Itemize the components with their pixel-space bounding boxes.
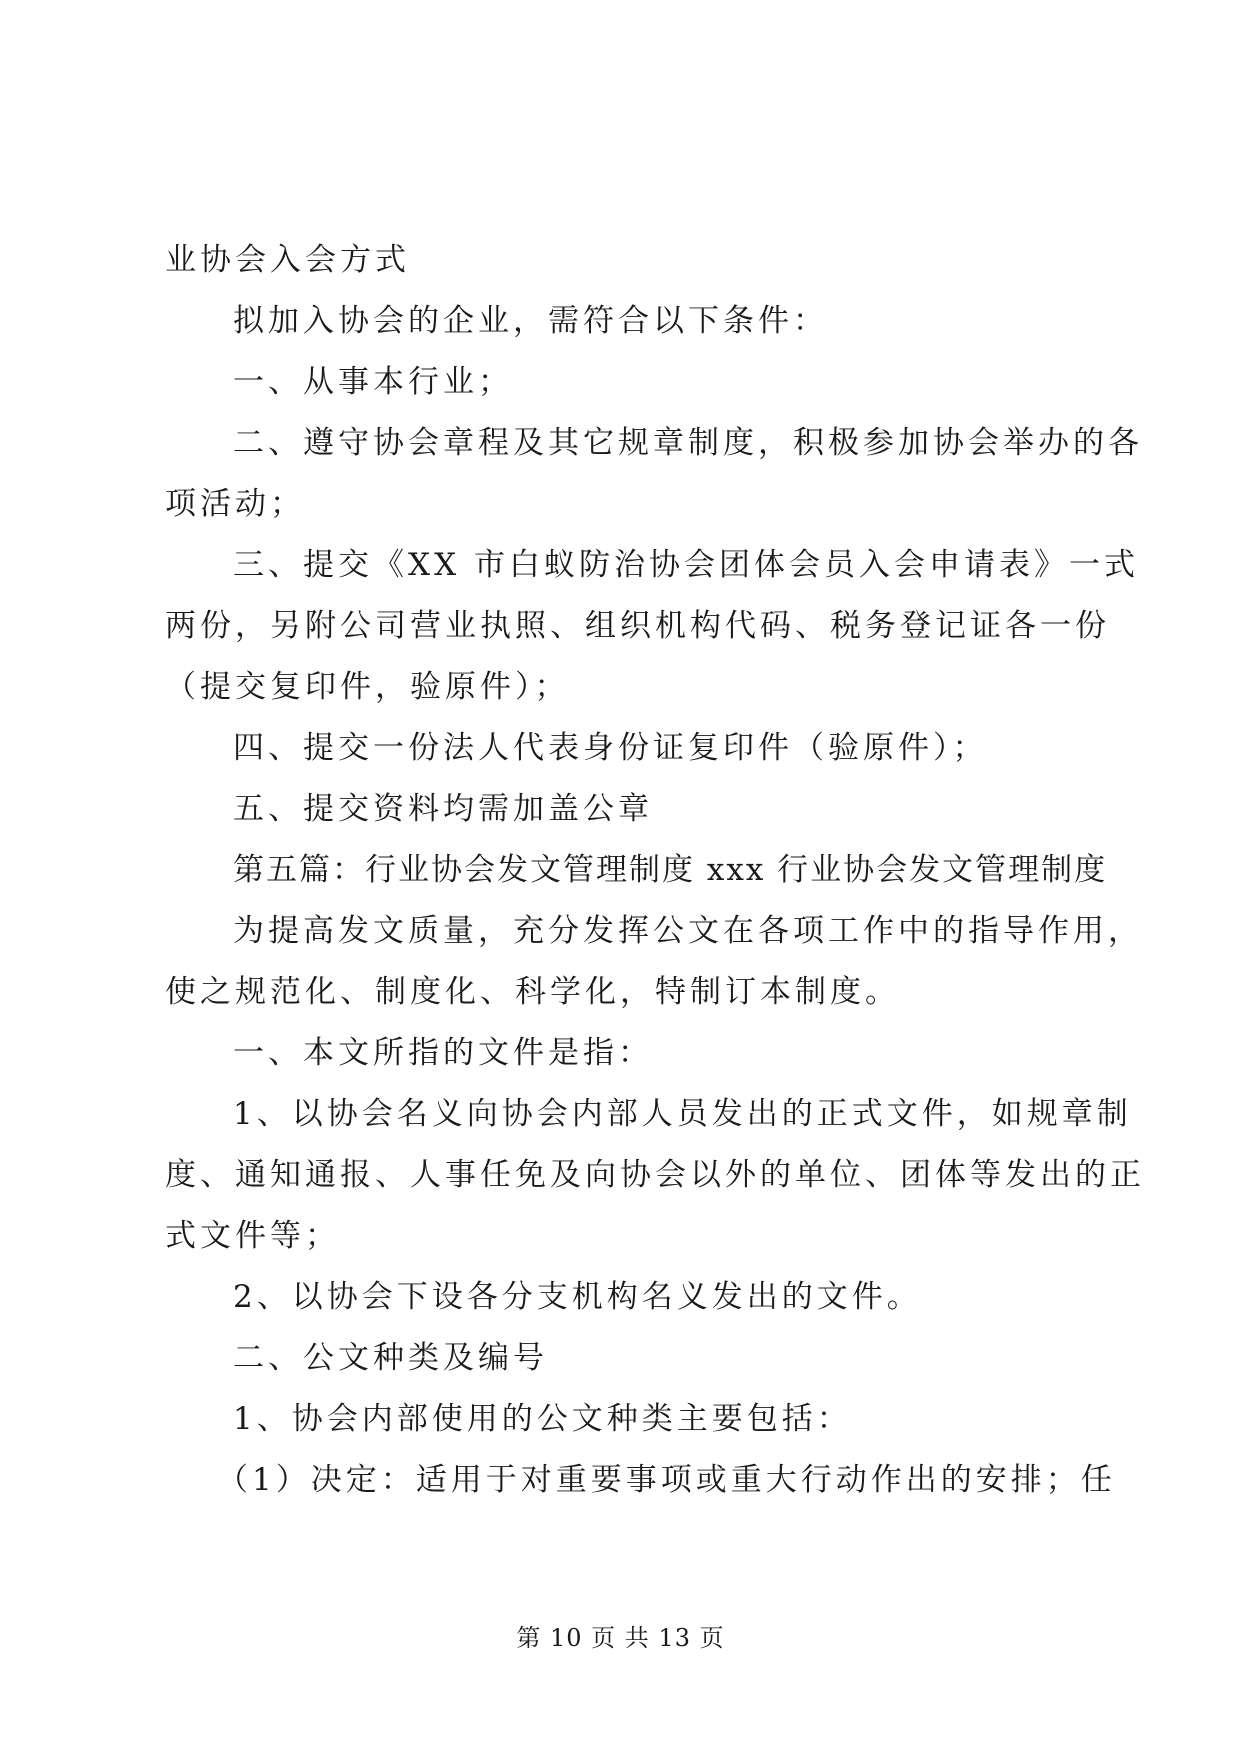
text-line: 业协会入会方式 [165, 242, 410, 278]
page-number: 第 10 页 共 13 页 [516, 1624, 725, 1652]
text-line: 项活动； [165, 486, 305, 522]
section-heading: 第五篇：行业协会发文管理制度 xxx 行业协会发文管理制度 [233, 852, 1108, 888]
text-line: 为提高发文质量，充分发挥公文在各项工作中的指导作用， [233, 913, 1143, 949]
text-line: 一、从事本行业； [233, 364, 513, 400]
text-line: 拟加入协会的企业，需符合以下条件： [233, 303, 828, 339]
text-line: 1、以协会名义向协会内部人员发出的正式文件，如规章制 [233, 1096, 1132, 1132]
text-line: 式文件等； [165, 1218, 340, 1254]
text-line: 1、协会内部使用的公文种类主要包括： [233, 1401, 852, 1437]
text-line: 四、提交一份法人代表身份证复印件（验原件）； [233, 730, 988, 766]
text-line: 二、遵守协会章程及其它规章制度，积极参加协会举办的各 [233, 425, 1143, 461]
text-line: （提交复印件，验原件）； [165, 669, 570, 705]
text-line: 二、公文种类及编号 [233, 1340, 548, 1376]
text-line: 两份，另附公司营业执照、组织机构代码、税务登记证各一份 [165, 608, 1110, 644]
text-line: 度、通知通报、人事任免及向协会以外的单位、团体等发出的正 [165, 1157, 1145, 1193]
text-line: 三、提交《XX 市白蚁防治协会团体会员入会申请表》一式 [233, 547, 1139, 583]
document-body [165, 230, 1145, 1511]
text-line: 使之规范化、制度化、科学化，特制订本制度。 [165, 974, 900, 1010]
text-line: 2、以协会下设各分支机构名义发出的文件。 [233, 1279, 922, 1315]
text-line: 一、本文所指的文件是指： [233, 1035, 653, 1071]
text-line: 五、提交资料均需加盖公章 [233, 791, 653, 827]
text-line: （1）决定：适用于对重要事项或重大行动作出的安排；任 [217, 1462, 1116, 1498]
